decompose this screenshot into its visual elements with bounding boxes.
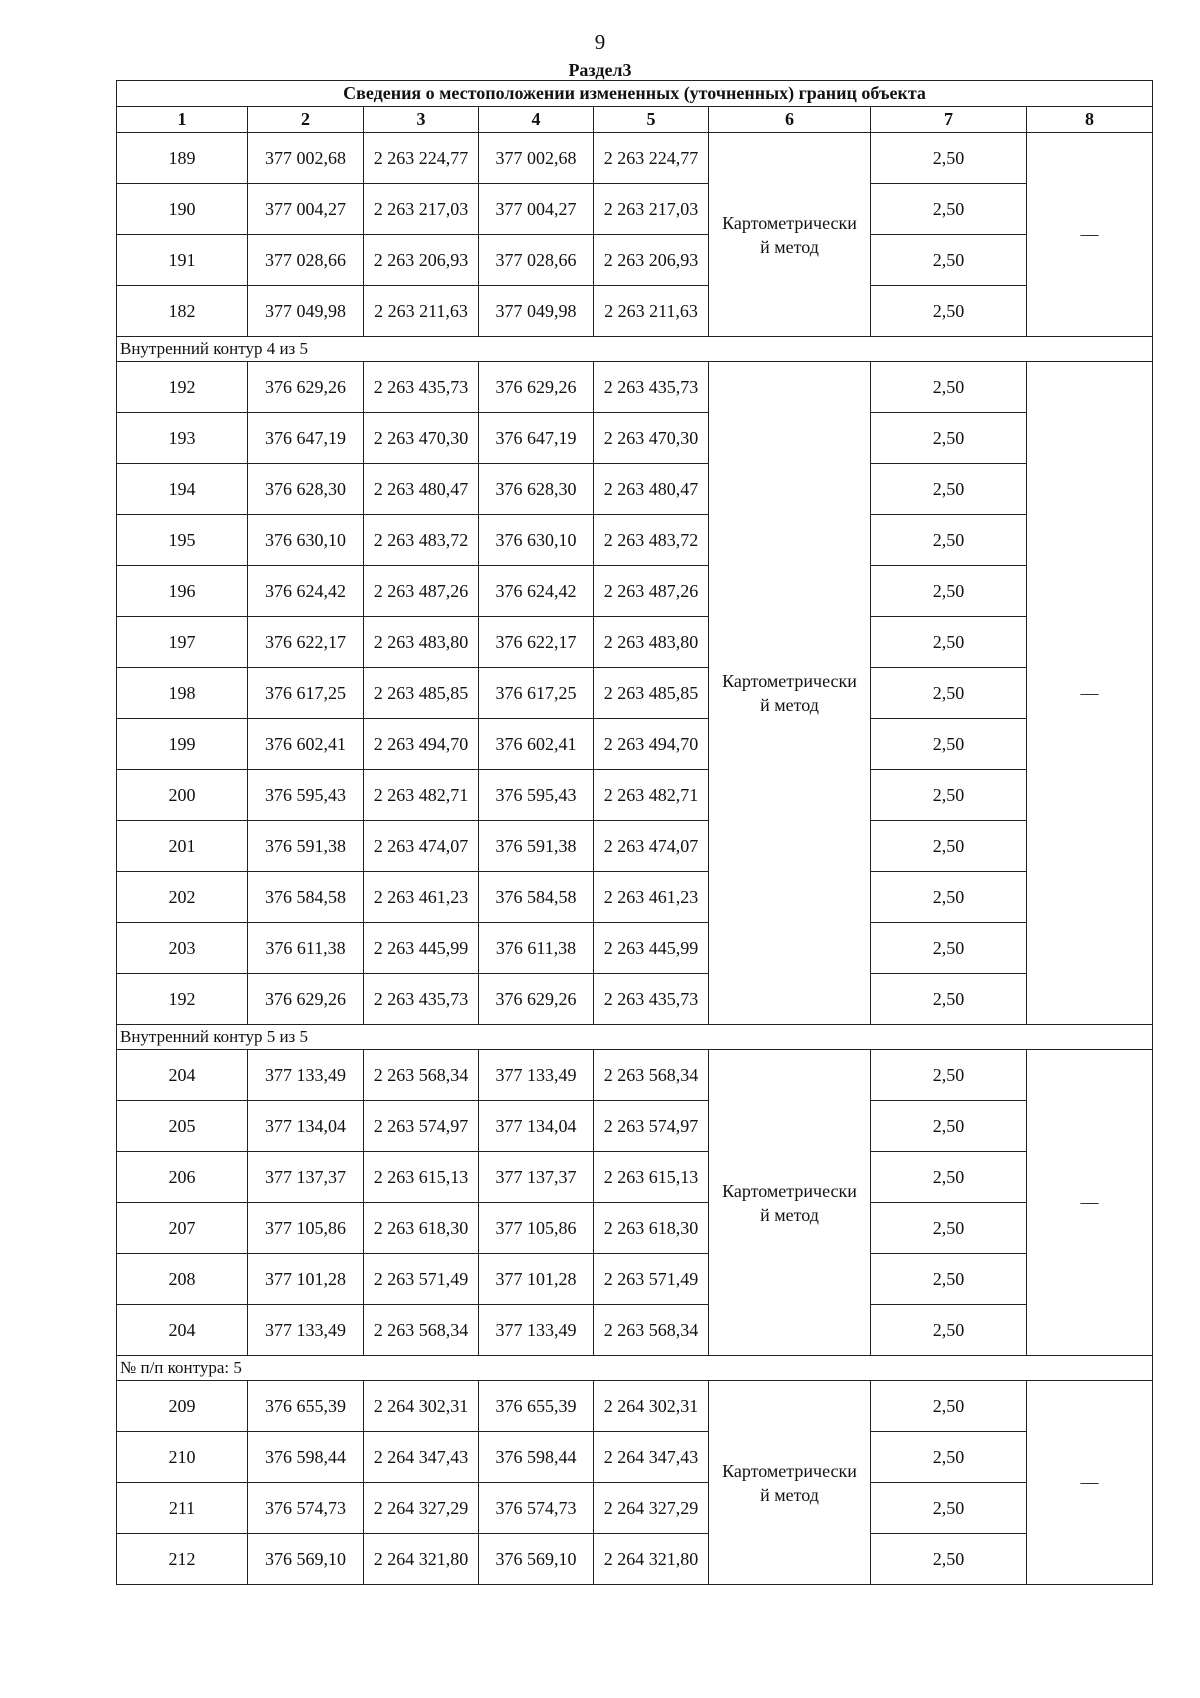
refined-y-cell: 2 263 568,34 [594, 1050, 709, 1101]
method-text-line: Картометрически [722, 1460, 857, 1481]
column-8-cell: — [1027, 362, 1153, 1025]
table-row [117, 719, 1153, 770]
page-number: 9 [594, 30, 606, 54]
existing-x-cell: 376 629,26 [248, 362, 364, 413]
refined-y-cell: 2 263 435,73 [594, 362, 709, 413]
point-number-cell: 205 [117, 1101, 248, 1152]
point-number-cell: 206 [117, 1152, 248, 1203]
point-number-cell: 201 [117, 821, 248, 872]
refined-y-cell: 2 263 211,63 [594, 286, 709, 337]
table-row [117, 362, 1153, 413]
contour-header-row [117, 1356, 1153, 1381]
existing-x-cell: 377 133,49 [248, 1050, 364, 1101]
accuracy-cell: 2,50 [871, 566, 1027, 617]
existing-y-cell: 2 264 321,80 [364, 1534, 479, 1585]
existing-y-cell: 2 263 474,07 [364, 821, 479, 872]
refined-x-cell: 377 004,27 [479, 184, 594, 235]
table-row [117, 668, 1153, 719]
point-number-cell: 204 [117, 1305, 248, 1356]
refined-x-cell: 377 133,49 [479, 1050, 594, 1101]
existing-y-cell: 2 264 327,29 [364, 1483, 479, 1534]
existing-x-cell: 376 624,42 [248, 566, 364, 617]
point-number-cell: 198 [117, 668, 248, 719]
refined-y-cell: 2 263 574,97 [594, 1101, 709, 1152]
method-text-line: й метод [760, 1484, 819, 1505]
refined-x-cell: 376 611,38 [479, 923, 594, 974]
refined-x-cell: 376 647,19 [479, 413, 594, 464]
refined-y-cell: 2 263 217,03 [594, 184, 709, 235]
existing-x-cell: 376 611,38 [248, 923, 364, 974]
refined-x-cell: 377 137,37 [479, 1152, 594, 1203]
existing-y-cell: 2 263 483,72 [364, 515, 479, 566]
existing-y-cell: 2 263 571,49 [364, 1254, 479, 1305]
table-row [117, 286, 1153, 337]
table-row [117, 1254, 1153, 1305]
existing-x-cell: 376 617,25 [248, 668, 364, 719]
refined-y-cell: 2 263 615,13 [594, 1152, 709, 1203]
accuracy-cell: 2,50 [871, 133, 1027, 184]
refined-x-cell: 376 584,58 [479, 872, 594, 923]
column-number: 6 [709, 107, 871, 133]
existing-y-cell: 2 263 480,47 [364, 464, 479, 515]
point-number-cell: 197 [117, 617, 248, 668]
refined-x-cell: 376 598,44 [479, 1432, 594, 1483]
existing-x-cell: 376 569,10 [248, 1534, 364, 1585]
table-row [117, 617, 1153, 668]
table-row [117, 1483, 1153, 1534]
refined-y-cell: 2 263 618,30 [594, 1203, 709, 1254]
refined-x-cell: 376 574,73 [479, 1483, 594, 1534]
existing-y-cell: 2 263 217,03 [364, 184, 479, 235]
contour-header-row [117, 337, 1153, 362]
existing-x-cell: 376 629,26 [248, 974, 364, 1025]
point-number-cell: 211 [117, 1483, 248, 1534]
column-number: 3 [364, 107, 479, 133]
refined-y-cell: 2 263 568,34 [594, 1305, 709, 1356]
existing-y-cell: 2 263 470,30 [364, 413, 479, 464]
table-row [117, 1432, 1153, 1483]
column-number: 5 [594, 107, 709, 133]
refined-x-cell: 376 569,10 [479, 1534, 594, 1585]
point-number-cell: 192 [117, 362, 248, 413]
refined-y-cell: 2 264 302,31 [594, 1381, 709, 1432]
existing-x-cell: 377 133,49 [248, 1305, 364, 1356]
point-number-cell: 193 [117, 413, 248, 464]
accuracy-cell: 2,50 [871, 617, 1027, 668]
existing-x-cell: 377 134,04 [248, 1101, 364, 1152]
refined-x-cell: 376 595,43 [479, 770, 594, 821]
existing-y-cell: 2 263 568,34 [364, 1050, 479, 1101]
existing-x-cell: 377 049,98 [248, 286, 364, 337]
column-8-cell: — [1027, 133, 1153, 337]
existing-y-cell: 2 263 487,26 [364, 566, 479, 617]
point-number-cell: 202 [117, 872, 248, 923]
method-text-line: Картометрически [722, 671, 857, 691]
accuracy-cell: 2,50 [871, 413, 1027, 464]
point-number-cell: 192 [117, 974, 248, 1025]
existing-y-cell: 2 263 494,70 [364, 719, 479, 770]
existing-y-cell: 2 263 568,34 [364, 1305, 479, 1356]
refined-x-cell: 377 002,68 [479, 133, 594, 184]
contour-label: Внутренний контур 5 из 5 [117, 1025, 1153, 1050]
refined-y-cell: 2 263 494,70 [594, 719, 709, 770]
table-caption: Сведения о местоположении измененных (уточненных) границ объекта [117, 81, 1153, 107]
existing-x-cell: 376 655,39 [248, 1381, 364, 1432]
existing-x-cell: 376 584,58 [248, 872, 364, 923]
existing-y-cell: 2 263 574,97 [364, 1101, 479, 1152]
existing-y-cell: 2 263 485,85 [364, 668, 479, 719]
refined-y-cell: 2 264 327,29 [594, 1483, 709, 1534]
existing-y-cell: 2 263 461,23 [364, 872, 479, 923]
method-text-line: Картометрически [722, 1180, 857, 1201]
column-number: 1 [117, 107, 248, 133]
accuracy-cell: 2,50 [871, 1050, 1027, 1101]
point-number-cell: 212 [117, 1534, 248, 1585]
refined-y-cell: 2 263 474,07 [594, 821, 709, 872]
refined-y-cell: 2 263 470,30 [594, 413, 709, 464]
refined-y-cell: 2 263 461,23 [594, 872, 709, 923]
point-number-cell: 190 [117, 184, 248, 235]
refined-x-cell: 377 133,49 [479, 1305, 594, 1356]
method-text-line: Картометрически [722, 212, 857, 233]
accuracy-cell: 2,50 [871, 1101, 1027, 1152]
table-row [117, 464, 1153, 515]
table-row [117, 1101, 1153, 1152]
accuracy-cell: 2,50 [871, 515, 1027, 566]
point-number-cell: 196 [117, 566, 248, 617]
existing-x-cell: 376 598,44 [248, 1432, 364, 1483]
refined-y-cell: 2 263 480,47 [594, 464, 709, 515]
column-number: 4 [479, 107, 594, 133]
existing-x-cell: 377 002,68 [248, 133, 364, 184]
table-row [117, 821, 1153, 872]
accuracy-cell: 2,50 [871, 1432, 1027, 1483]
method-cell [709, 1050, 871, 1356]
existing-y-cell: 2 263 482,71 [364, 770, 479, 821]
existing-y-cell: 2 263 206,93 [364, 235, 479, 286]
column-8-cell: — [1027, 1381, 1153, 1585]
existing-x-cell: 376 574,73 [248, 1483, 364, 1534]
refined-y-cell: 2 263 483,72 [594, 515, 709, 566]
existing-y-cell: 2 263 445,99 [364, 923, 479, 974]
accuracy-cell: 2,50 [871, 362, 1027, 413]
refined-y-cell: 2 263 487,26 [594, 566, 709, 617]
accuracy-cell: 2,50 [871, 1254, 1027, 1305]
refined-y-cell: 2 264 347,43 [594, 1432, 709, 1483]
contour-label: № п/п контура: 5 [117, 1356, 1153, 1381]
refined-y-cell: 2 263 206,93 [594, 235, 709, 286]
point-number-cell: 203 [117, 923, 248, 974]
point-number-cell: 199 [117, 719, 248, 770]
method-cell [709, 1381, 871, 1585]
refined-x-cell: 377 101,28 [479, 1254, 594, 1305]
point-number-cell: 207 [117, 1203, 248, 1254]
column-8-cell: — [1027, 1050, 1153, 1356]
accuracy-cell: 2,50 [871, 1305, 1027, 1356]
table-row [117, 974, 1153, 1025]
point-number-cell: 191 [117, 235, 248, 286]
refined-y-cell: 2 263 483,80 [594, 617, 709, 668]
table-row [117, 1152, 1153, 1203]
refined-x-cell: 376 591,38 [479, 821, 594, 872]
existing-y-cell: 2 264 302,31 [364, 1381, 479, 1432]
existing-y-cell: 2 263 435,73 [364, 362, 479, 413]
point-number-cell: 209 [117, 1381, 248, 1432]
table-row [117, 872, 1153, 923]
point-number-cell: 195 [117, 515, 248, 566]
accuracy-cell: 2,50 [871, 872, 1027, 923]
point-number-cell: 204 [117, 1050, 248, 1101]
accuracy-cell: 2,50 [871, 1203, 1027, 1254]
point-number-cell: 208 [117, 1254, 248, 1305]
refined-x-cell: 377 105,86 [479, 1203, 594, 1254]
accuracy-cell: 2,50 [871, 1534, 1027, 1585]
contour-header-row [117, 1025, 1153, 1050]
existing-x-cell: 377 105,86 [248, 1203, 364, 1254]
point-number-cell: 200 [117, 770, 248, 821]
existing-x-cell: 377 101,28 [248, 1254, 364, 1305]
refined-x-cell: 376 617,25 [479, 668, 594, 719]
point-number-cell: 189 [117, 133, 248, 184]
table-row [117, 133, 1153, 184]
existing-x-cell: 377 004,27 [248, 184, 364, 235]
refined-x-cell: 376 629,26 [479, 362, 594, 413]
existing-x-cell: 377 137,37 [248, 1152, 364, 1203]
refined-x-cell: 376 622,17 [479, 617, 594, 668]
accuracy-cell: 2,50 [871, 464, 1027, 515]
table-row [117, 566, 1153, 617]
refined-y-cell: 2 263 224,77 [594, 133, 709, 184]
existing-x-cell: 376 595,43 [248, 770, 364, 821]
table-body [117, 133, 1153, 1585]
table-row [117, 515, 1153, 566]
existing-x-cell: 376 602,41 [248, 719, 364, 770]
existing-x-cell: 376 647,19 [248, 413, 364, 464]
accuracy-cell: 2,50 [871, 719, 1027, 770]
refined-y-cell: 2 263 445,99 [594, 923, 709, 974]
section-title: Раздел3 [568, 60, 632, 80]
existing-y-cell: 2 264 347,43 [364, 1432, 479, 1483]
existing-x-cell: 376 630,10 [248, 515, 364, 566]
method-text-line: й метод [760, 236, 819, 257]
column-number: 8 [1027, 107, 1153, 133]
existing-x-cell: 376 628,30 [248, 464, 364, 515]
table-row [117, 1381, 1153, 1432]
accuracy-cell: 2,50 [871, 286, 1027, 337]
refined-y-cell: 2 263 485,85 [594, 668, 709, 719]
accuracy-cell: 2,50 [871, 235, 1027, 286]
table-row [117, 1050, 1153, 1101]
method-text-line: й метод [760, 695, 819, 715]
refined-x-cell: 376 629,26 [479, 974, 594, 1025]
table-row [117, 1534, 1153, 1585]
refined-x-cell: 377 049,98 [479, 286, 594, 337]
existing-x-cell: 377 028,66 [248, 235, 364, 286]
existing-y-cell: 2 263 211,63 [364, 286, 479, 337]
existing-y-cell: 2 263 483,80 [364, 617, 479, 668]
refined-x-cell: 376 630,10 [479, 515, 594, 566]
accuracy-cell: 2,50 [871, 1152, 1027, 1203]
refined-y-cell: 2 263 482,71 [594, 770, 709, 821]
existing-y-cell: 2 263 224,77 [364, 133, 479, 184]
refined-x-cell: 376 655,39 [479, 1381, 594, 1432]
refined-x-cell: 377 134,04 [479, 1101, 594, 1152]
table-row [117, 923, 1153, 974]
accuracy-cell: 2,50 [871, 184, 1027, 235]
refined-x-cell: 376 624,42 [479, 566, 594, 617]
point-number-cell: 194 [117, 464, 248, 515]
method-cell [709, 133, 871, 337]
table-row [117, 1305, 1153, 1356]
accuracy-cell: 2,50 [871, 770, 1027, 821]
refined-y-cell: 2 264 321,80 [594, 1534, 709, 1585]
refined-y-cell: 2 263 435,73 [594, 974, 709, 1025]
accuracy-cell: 2,50 [871, 668, 1027, 719]
method-text-line: й метод [760, 1204, 819, 1225]
accuracy-cell: 2,50 [871, 974, 1027, 1025]
refined-x-cell: 376 628,30 [479, 464, 594, 515]
point-number-cell: 182 [117, 286, 248, 337]
point-number-cell: 210 [117, 1432, 248, 1483]
column-number: 2 [248, 107, 364, 133]
existing-x-cell: 376 622,17 [248, 617, 364, 668]
accuracy-cell: 2,50 [871, 1483, 1027, 1534]
refined-x-cell: 376 602,41 [479, 719, 594, 770]
table-row [117, 235, 1153, 286]
table-row [117, 184, 1153, 235]
existing-y-cell: 2 263 615,13 [364, 1152, 479, 1203]
column-number: 7 [871, 107, 1027, 133]
accuracy-cell: 2,50 [871, 1381, 1027, 1432]
table-row [117, 1203, 1153, 1254]
refined-y-cell: 2 263 571,49 [594, 1254, 709, 1305]
boundary-coordinates-table [116, 80, 1153, 1585]
contour-label: Внутренний контур 4 из 5 [117, 337, 1153, 362]
existing-y-cell: 2 263 435,73 [364, 974, 479, 1025]
existing-y-cell: 2 263 618,30 [364, 1203, 479, 1254]
method-cell [709, 362, 871, 1025]
table-row [117, 413, 1153, 464]
accuracy-cell: 2,50 [871, 821, 1027, 872]
existing-x-cell: 376 591,38 [248, 821, 364, 872]
column-number-row [117, 107, 1153, 133]
table-row [117, 770, 1153, 821]
accuracy-cell: 2,50 [871, 923, 1027, 974]
refined-x-cell: 377 028,66 [479, 235, 594, 286]
